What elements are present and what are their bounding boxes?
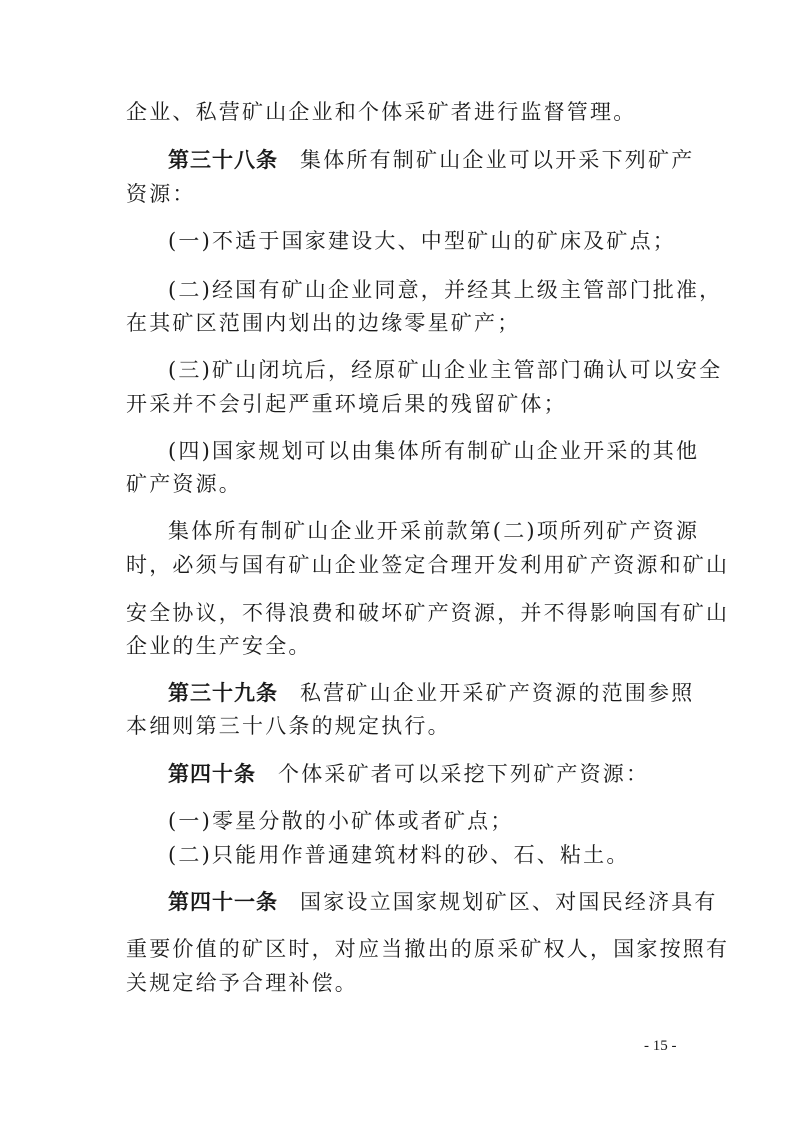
text-line: 关规定给予合理补偿。 (126, 971, 358, 995)
article-number: 第四十条 (168, 762, 256, 786)
article-38-line: 第三十八条 集体所有制矿山企业可以开采下列矿产 (168, 148, 695, 172)
text-line: 安全协议，不得浪费和破坏矿产资源，并不得影响国有矿山 (126, 601, 730, 625)
list-item: (四)国家规划可以由集体所有制矿山企业开采的其他 (168, 439, 700, 463)
article-number: 第四十一条 (168, 890, 278, 914)
text-line: 在其矿区范围内划出的边缘零星矿产； (126, 311, 521, 335)
text-line: 企业的生产安全。 (126, 634, 312, 658)
article-40-line: 第四十条 个体采矿者可以采挖下列矿产资源： (168, 762, 650, 786)
list-item: (一)零星分散的小矿体或者矿点； (168, 809, 514, 833)
text-line: 重要价值的矿区时，对应当撤出的原采矿权人，国家按照有 (126, 937, 730, 961)
article-number: 第三十八条 (168, 148, 278, 172)
text-line: 开采并不会引起严重环境后果的残留矿体； (126, 392, 567, 416)
list-item: (二)经国有矿山企业同意，并经其上级主管部门批准， (168, 278, 723, 302)
list-item: (一)不适于国家建设大、中型矿山的矿床及矿点； (168, 229, 676, 253)
list-item: (二)只能用作普通建筑材料的砂、石、粘土。 (168, 843, 630, 867)
article-39-line: 第三十九条 私营矿山企业开采矿产资源的范围参照 (168, 681, 695, 705)
text-line: 本细则第三十八条的规定执行。 (126, 714, 451, 738)
paragraph-line: 集体所有制矿山企业开采前款第(二)项所列矿产资源 (168, 519, 700, 543)
text-line: 时，必须与国有矿山企业签定合理开发利用矿产资源和矿山 (126, 553, 730, 577)
article-number: 第三十九条 (168, 681, 278, 705)
page-number: - 15 - (644, 1038, 677, 1054)
text-line: 矿产资源。 (126, 472, 242, 496)
text-line: 企业、私营矿山企业和个体采矿者进行监督管理。 (126, 100, 637, 124)
text-line: 资源： (126, 182, 196, 206)
list-item: (三)矿山闭坑后，经原矿山企业主管部门确认可以安全 (168, 358, 723, 382)
article-41-line: 第四十一条 国家设立国家规划矿区、对国民经济具有 (168, 890, 718, 914)
